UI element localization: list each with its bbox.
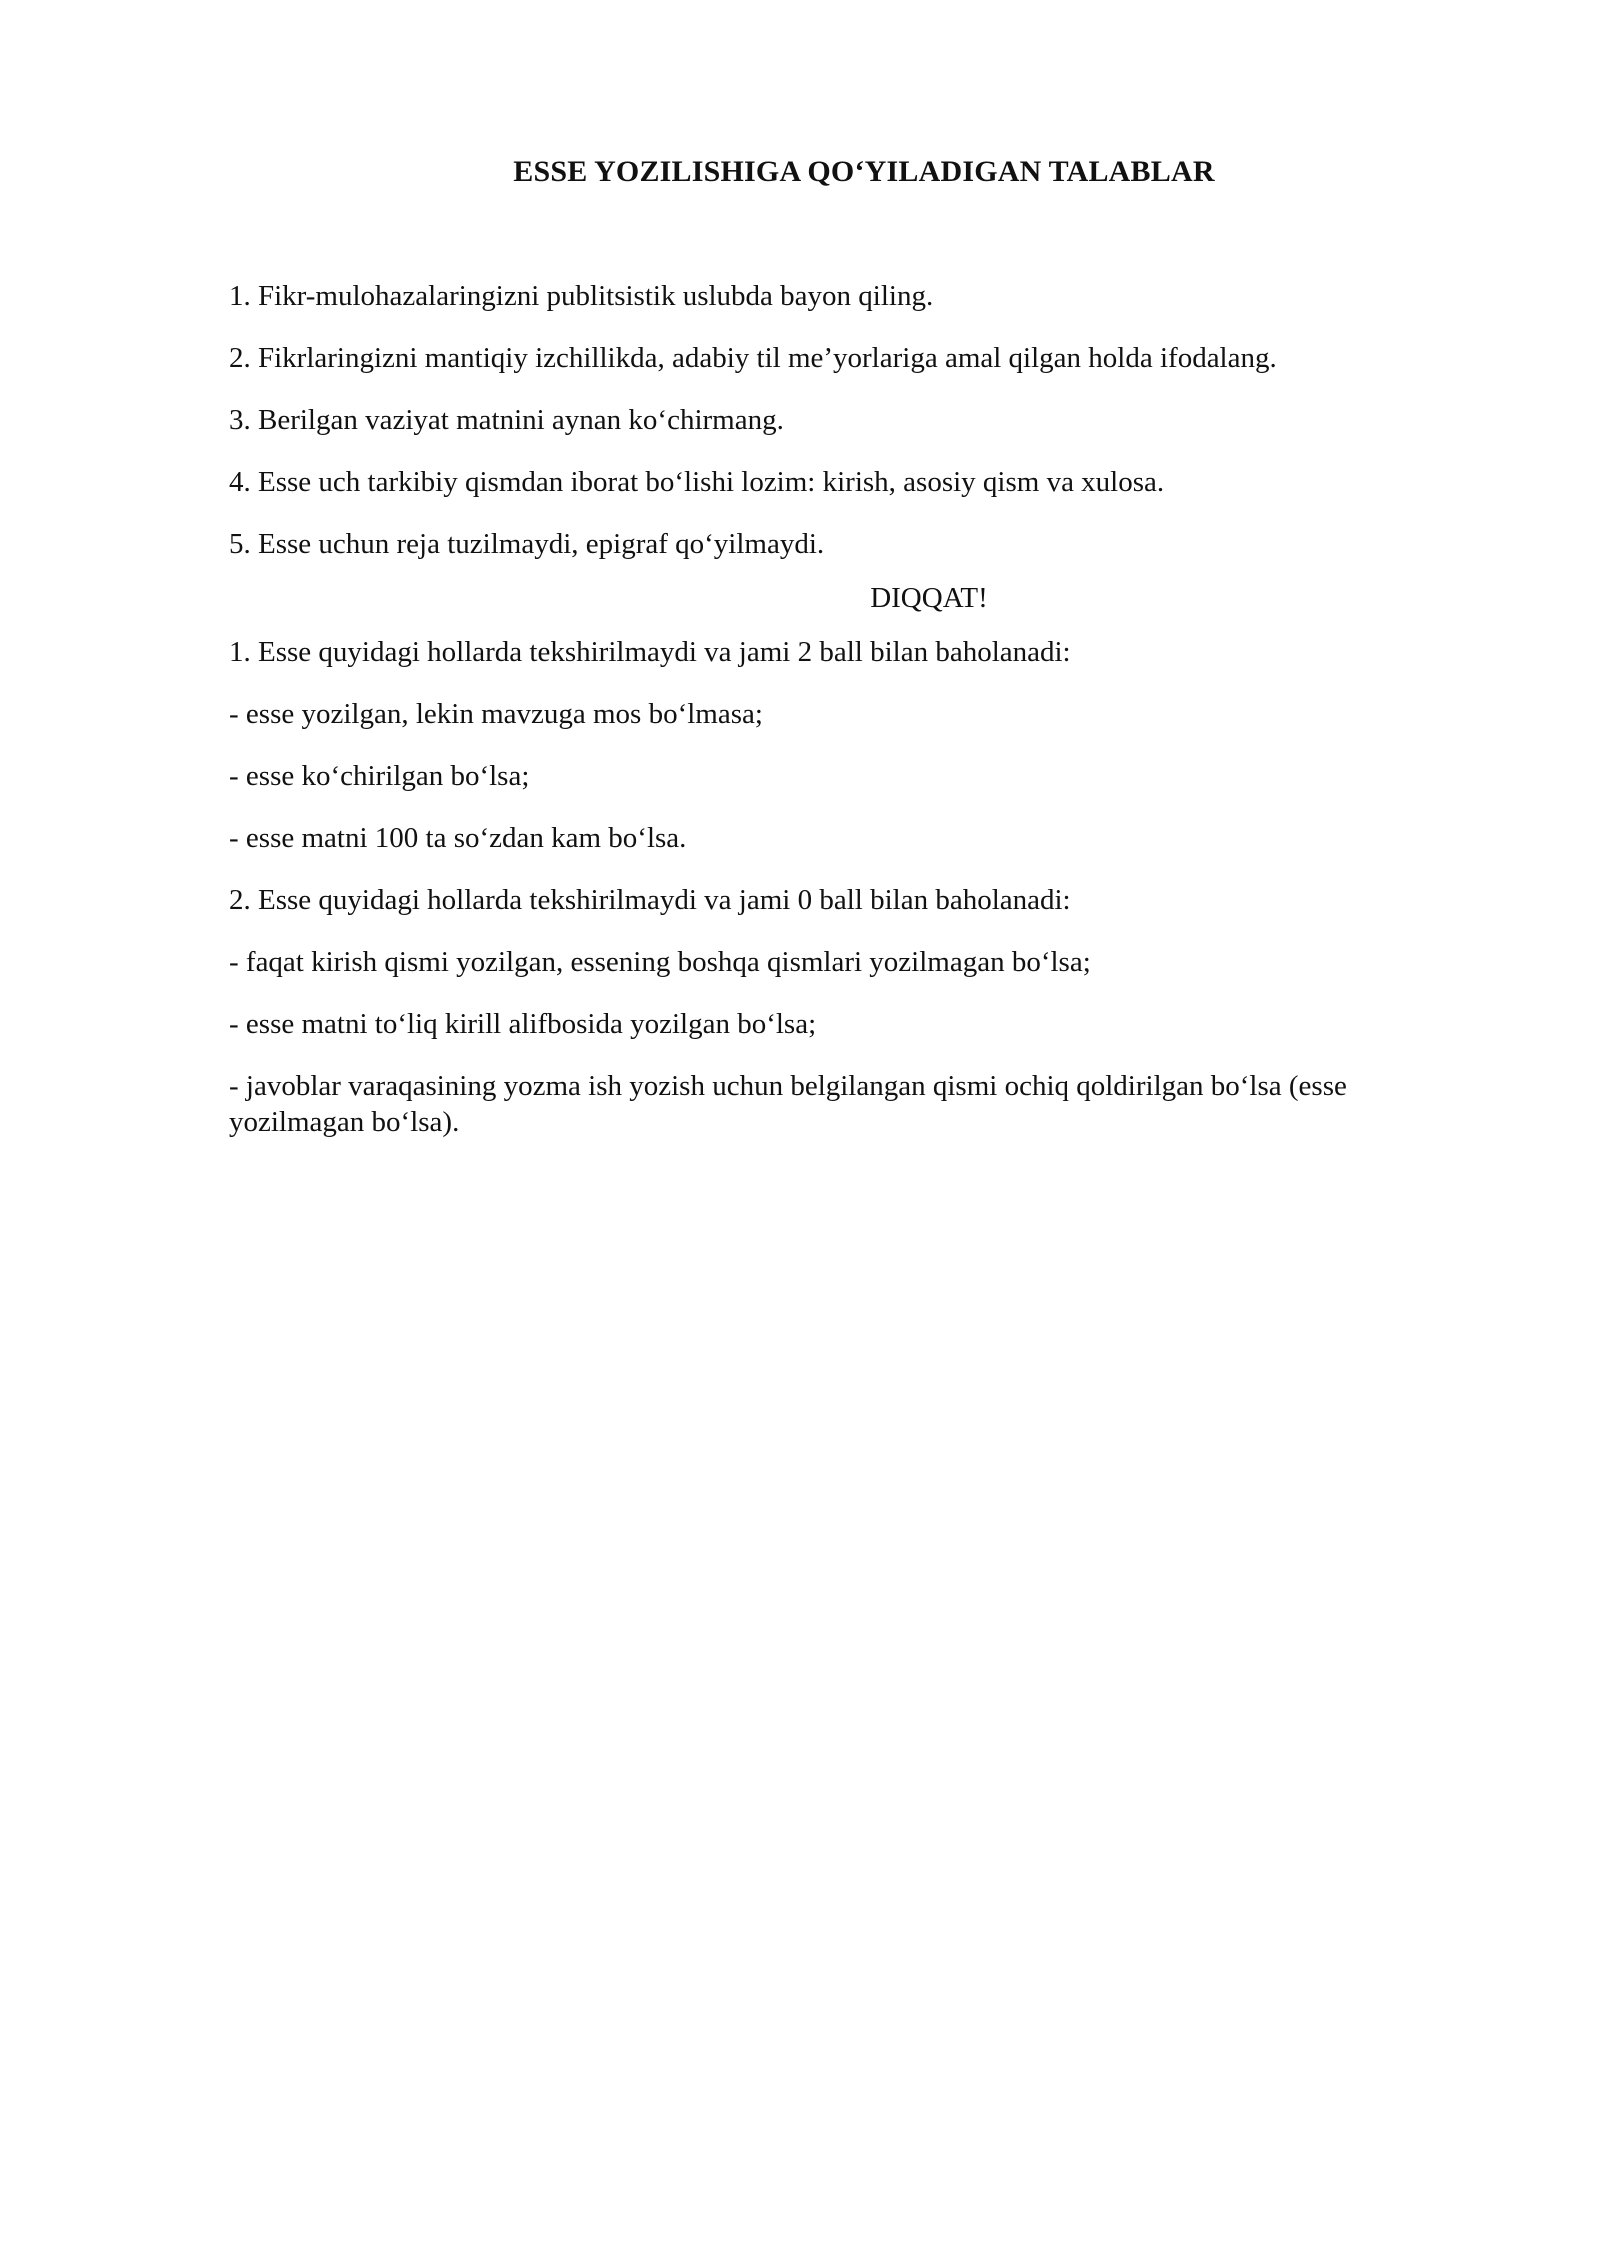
attention-heading: DIQQAT! [870,582,988,614]
rule-item: - esse yozilgan, lekin mavzuga mos bo‘lmasa; [229,698,763,730]
document-title: ESSE YOZILISHIGA QO‘YILADIGAN TALABLAR [513,155,1215,188]
rule-item: - faqat kirish qismi yozilgan, essening boshqa qismlari yozilmagan bo‘lsa; [229,946,1091,978]
requirement-item: 1. Fikr-mulohazalaringizni publitsistik uslubda bayon qiling. [229,280,934,312]
rule-item: - javoblar varaqasining yozma ish yozish uchun belgilangan qismi ochiq qoldirilgan bo‘lsa (esse yozilmagan bo‘lsa). [229,1070,1347,1138]
requirement-item: 3. Berilgan vaziyat matnini aynan ko‘chirmang. [229,404,784,436]
requirement-item: 4. Esse uch tarkibiy qismdan iborat bo‘lishi lozim: kirish, asosiy qism va xulosa. [229,466,1165,498]
rule-heading: 2. Esse quyidagi hollarda tekshirilmaydi va jami 0 ball bilan baholanadi: [229,884,1071,916]
rule-item: - esse matni 100 ta so‘zdan kam bo‘lsa. [229,822,687,854]
requirement-item: 2. Fikrlaringizni mantiqiy izchillikda, adabiy til me’yorlariga amal qilgan holda ifodalang. [229,342,1277,374]
rule-item: - esse matni to‘liq kirill alifbosida yozilgan bo‘lsa; [229,1008,817,1040]
document-body [229,278,1489,1166]
rule-heading: 1. Esse quyidagi hollarda tekshirilmaydi va jami 2 ball bilan baholanadi: [229,636,1071,668]
requirement-item: 5. Esse uchun reja tuzilmaydi, epigraf qo‘yilmaydi. [229,528,825,560]
rule-item: - esse ko‘chirilgan bo‘lsa; [229,760,530,792]
